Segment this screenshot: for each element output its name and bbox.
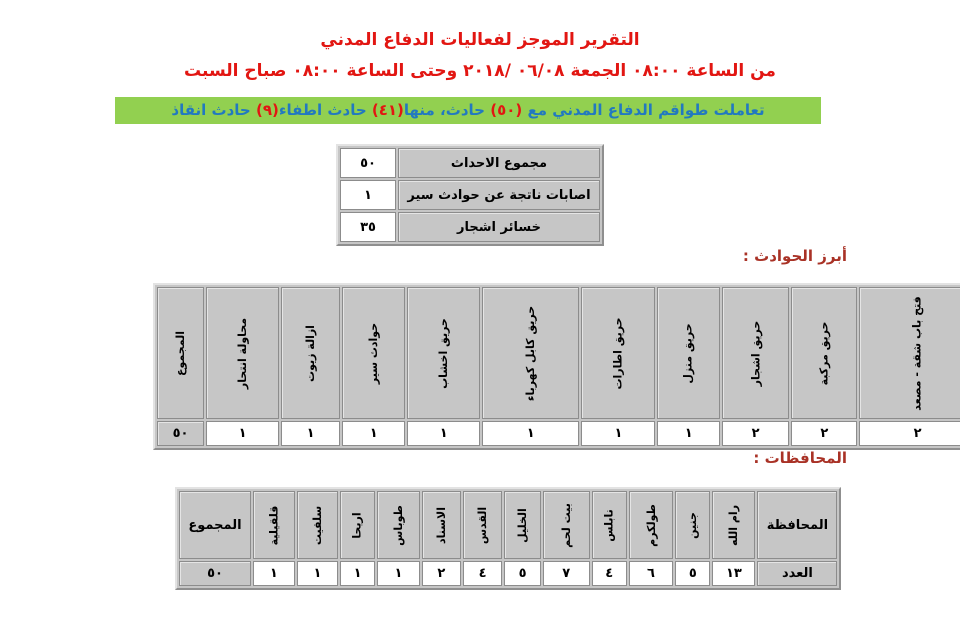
summary-value-cell: ٣٥ [340,212,396,242]
banner-count-number: (٤١) [371,101,404,119]
banner-text: حادث انقاذ [171,101,256,119]
summary-value-cell: ٥٠ [340,148,396,178]
column-header-cell-wrap [341,492,374,558]
column-header-cell-text: بيت لحم [559,502,573,548]
banner-text: حادث اطفاء [278,101,372,119]
total-header-cell [157,287,204,419]
column-header-cell-text: حريق اخشاب [437,317,451,389]
count-value-cell: ١ [281,421,340,446]
count-value-cell: ١ [342,421,405,446]
count-value-cell: ٧ [543,561,590,586]
count-row [179,561,837,586]
column-header-cell [281,287,340,419]
summary-label-cell: مجموع الاحداث [398,148,600,178]
total-header-cell [179,491,251,559]
column-header-cell-wrap [658,288,718,418]
column-header-cell-text: رام الله [727,504,741,546]
governorates-table [175,487,841,590]
column-header-cell-text: طوباس [391,504,405,546]
count-value-cell: ٢ [859,421,960,446]
column-header-cell [407,287,480,419]
column-header-cell-wrap [464,492,501,558]
column-header-cell [377,491,420,559]
column-header-cell-text: سلفيت [310,505,324,545]
summary-row [340,212,600,242]
count-value-cell: ٢ [791,421,857,446]
column-header-cell-wrap [582,288,654,418]
header-row [157,287,960,419]
column-header-cell [581,287,655,419]
column-header-cell-text: ازالة زيوت [304,324,318,382]
column-header-cell-wrap [282,288,339,418]
summary-banner [115,97,821,124]
count-value-cell: ١ [206,421,279,446]
column-header-cell-wrap [298,492,337,558]
column-header-cell-wrap [713,492,754,558]
count-value-cell: ١ [581,421,655,446]
column-header-cell-text: الاسناد [434,506,448,544]
column-header-cell [592,491,627,559]
banner-text: تعاملت طواقم الدفاع المدني مع [522,101,765,119]
column-header-cell-text: حريق منزل [682,322,696,384]
count-value-cell: ١ [253,561,295,586]
count-value-cell: ١ [657,421,719,446]
column-header-cell-text: فتح باب شقة - مصعد [911,295,925,411]
summary-value-cell: ١ [340,180,396,210]
summary-table [336,144,604,246]
column-header-cell-text: طولكرم [644,503,658,547]
count-value-cell: ٢ [422,561,461,586]
count-value-cell: ٥ [675,561,710,586]
column-header-cell-text: اريحا [351,511,365,539]
type-header-cell-text: المحافظة [766,517,829,533]
incidents-table [153,283,960,450]
summary-label-cell: اصابات ناتجة عن حوادث سير [398,180,600,210]
column-header-cell [482,287,579,419]
total-header-cell-text: المجموع [174,330,187,376]
column-header-cell-wrap [207,288,278,418]
column-header-cell [422,491,461,559]
summary-row [340,180,600,210]
governorates-section-heading: المحافظات : [753,449,847,467]
summary-row [340,148,600,178]
summary-label-cell: خسائر اشجار [398,212,600,242]
count-value-cell: ١ [377,561,420,586]
column-header-cell [342,287,405,419]
column-header-cell [543,491,590,559]
column-header-cell-wrap [860,288,960,418]
count-value-cell: ١ [297,561,338,586]
count-value-cell: ٥ [504,561,541,586]
count-value-cell: ٤ [592,561,627,586]
column-header-cell-wrap [676,492,709,558]
count-value-cell: ٦ [629,561,674,586]
column-header-cell [297,491,338,559]
count-row [157,421,960,446]
column-header-cell-text: نابلس [602,508,616,542]
column-header-cell [463,491,502,559]
incidents-section-heading: أبرز الحوادث : [742,247,847,265]
column-header-cell-wrap [593,492,626,558]
column-header-cell-text: حريق مركبة [817,321,831,385]
total-value-cell: ٥٠ [157,421,204,446]
column-header-cell-text: جنين [686,511,700,539]
column-header-cell [657,287,719,419]
total-header-cell-wrap [158,288,203,418]
column-header-cell-text: حوادث سير [367,322,381,384]
count-value-cell: ١٣ [712,561,755,586]
column-header-cell-text: حريق اشجار [749,320,763,386]
column-header-cell [859,287,960,419]
column-header-cell-wrap [544,492,589,558]
column-header-cell-text: حريق اطارات [611,316,625,390]
column-header-cell [340,491,375,559]
count-value-cell: ١ [340,561,375,586]
column-header-cell [206,287,279,419]
count-value-cell: ١ [407,421,480,446]
column-header-cell-text: الخليل [516,507,530,543]
column-header-cell-wrap [423,492,460,558]
column-header-cell-wrap [378,492,419,558]
column-header-cell-wrap [505,492,540,558]
report-title: التقرير الموجز لفعاليات الدفاع المدني [320,30,640,50]
column-header-cell [253,491,295,559]
type-header-cell [757,491,837,559]
total-value-cell: ٥٠ [179,561,251,586]
column-header-cell-wrap [792,288,856,418]
count-row-label: العدد [757,561,837,586]
header-row [179,491,837,559]
report-time-range: من الساعة ٠٨:٠٠ الجمعة ٠٦/٠٨ /٢٠١٨ وحتى الساعة ٠٨:٠٠ صباح السبت [184,61,776,81]
total-header-cell-text: المجموع [188,517,242,533]
column-header-cell-text: قلقيلية [267,505,281,545]
column-header-cell [675,491,710,559]
column-header-cell [791,287,857,419]
column-header-cell-wrap [483,288,578,418]
count-value-cell: ٤ [463,561,502,586]
banner-count-number: (٥٠) [490,101,523,119]
column-header-cell-wrap [254,492,294,558]
column-header-cell [722,287,790,419]
count-value-cell: ٢ [722,421,790,446]
column-header-cell-text: حريق كابل كهرباء [524,305,538,401]
column-header-cell-wrap [723,288,789,418]
column-header-cell [504,491,541,559]
count-value-cell: ١ [482,421,579,446]
column-header-cell-wrap [408,288,479,418]
banner-count-number: (٩) [255,101,279,119]
banner-text: حادث، منها [403,101,491,119]
column-header-cell-text: القدس [476,506,490,544]
column-header-cell [712,491,755,559]
column-header-cell-wrap [343,288,404,418]
column-header-cell-text: محاولة انتحار [236,317,250,389]
column-header-cell [629,491,674,559]
column-header-cell-wrap [630,492,673,558]
